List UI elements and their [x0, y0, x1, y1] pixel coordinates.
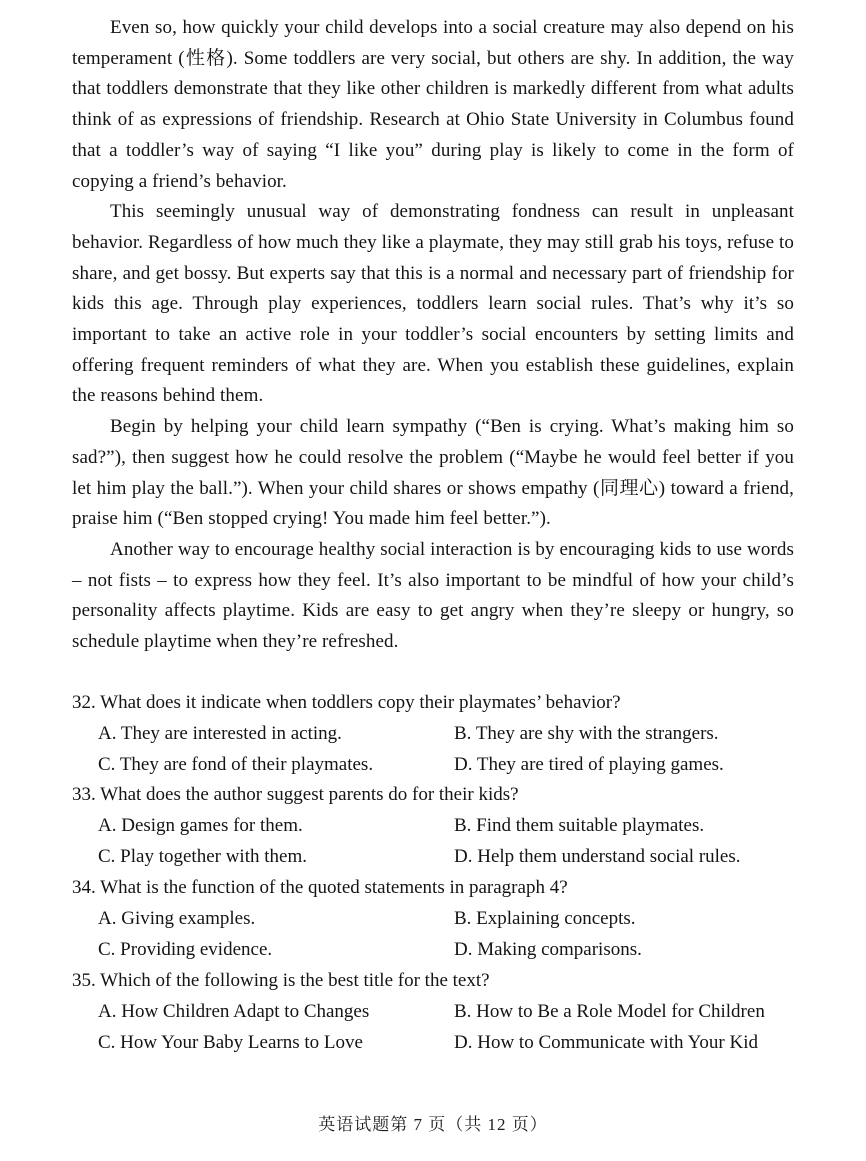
option-32-d: D. They are tired of playing games.	[454, 753, 724, 775]
option-34-d: D. Making comparisons.	[454, 939, 642, 961]
passage-paragraph-4: Another way to encourage healthy social interaction is by encouraging kids to use words – not fists – to express how they feel. It’s also important to be mindful of how your child’s personality affects playtime. Kids are easy to get angry when they’re sleepy or hungry, so schedule playtime when they’re refreshed.	[72, 538, 794, 653]
option-35-d: D. How to Communicate with Your Kid	[454, 1031, 758, 1053]
question-33-stem: 33. What does the author suggest parents do for their kids?	[72, 784, 519, 806]
question-33	[72, 780, 794, 873]
reading-passage	[72, 13, 794, 658]
option-35-a: A. How Children Adapt to Changes	[98, 1000, 370, 1022]
question-32	[72, 688, 794, 781]
question-section	[72, 688, 794, 1059]
passage-paragraph-3: Begin by helping your child learn sympathy (“Ben is crying. What’s making him so sad?”), then suggest how he could resolve the problem (“Maybe he would feel better if you let him play the ball.”). When your child shares or shows empathy (同理心) toward a friend, praise him (“Ben stopped crying! You made him feel better.”).	[72, 416, 794, 530]
option-35-c: C. How Your Baby Learns to Love	[98, 1031, 363, 1053]
option-34-b: B. Explaining concepts.	[454, 908, 636, 930]
option-35-b: B. How to Be a Role Model for Children	[454, 1000, 765, 1022]
passage-paragraph-1: Even so, how quickly your child develops into a social creature may also depend on his temperament (性格). Some toddlers are very social, but others are shy. In addition, the way that toddlers demonstrate that they like other children is markedly different from what adults think of as expressions of friendship. Research at Ohio State University in Columbus found that a toddler’s way of saying “I like you” during play is likely to come in the form of copying a friend’s behavior.	[72, 17, 794, 192]
question-34-stem: 34. What is the function of the quoted statements in paragraph 4?	[72, 877, 568, 899]
option-33-d: D. Help them understand social rules.	[454, 846, 741, 868]
question-35-stem: 35. Which of the following is the best title for the text?	[72, 969, 490, 991]
option-33-a: A. Design games for them.	[98, 815, 303, 837]
question-32-options	[98, 719, 794, 781]
option-32-b: B. They are shy with the strangers.	[454, 722, 719, 744]
question-34	[72, 873, 794, 966]
option-34-c: C. Providing evidence.	[98, 939, 273, 961]
option-32-a: A. They are interested in acting.	[98, 722, 342, 744]
page-footer: 英语试题第 7 页（共 12 页）	[318, 1115, 548, 1134]
question-32-stem: 32. What does it indicate when toddlers copy their playmates’ behavior?	[72, 691, 621, 713]
option-34-a: A. Giving examples.	[98, 908, 256, 930]
question-33-options	[98, 811, 794, 873]
option-33-b: B. Find them suitable playmates.	[454, 815, 705, 837]
question-34-options	[98, 904, 794, 966]
passage-paragraph-2: This seemingly unusual way of demonstrating fondness can result in unpleasant behavior. Regardless of how much they like a playmate, they may still grab his toys, refuse to share, and get bossy. But experts say that this is a normal and necessary part of friendship for kids this age. Through play experiences, toddlers learn social rules. That’s why it’s so important to take an active role in your toddler’s social encounters by setting limits and offering frequent reminders of what they are. When you establish these guidelines, explain the reasons behind them.	[72, 201, 794, 407]
question-35-options	[98, 997, 794, 1059]
question-35	[72, 966, 794, 1059]
option-32-c: C. They are fond of their playmates.	[98, 753, 374, 775]
option-33-c: C. Play together with them.	[98, 846, 307, 868]
